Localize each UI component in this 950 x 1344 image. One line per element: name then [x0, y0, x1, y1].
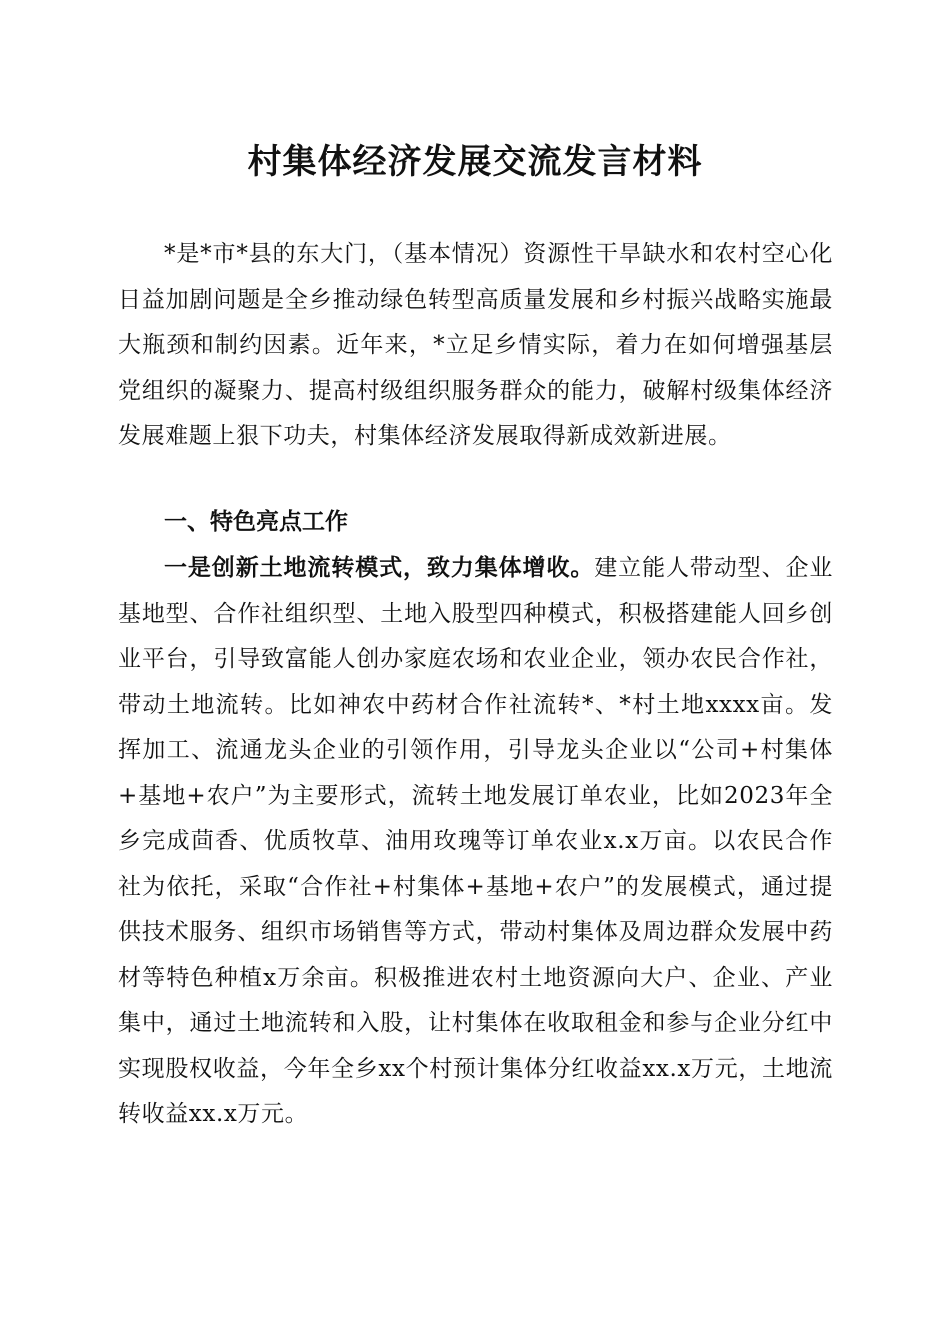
item1-paragraph	[118, 545, 833, 1138]
item1-body: 建立能人带动型、企业基地型、合作社组织型、土地入股型四种模式，积极搭建能人回乡创业平台，引导致富能人创办家庭农场和农业企业，领办农民合作社，带动土地流转。比如神农中药材合作社流转*、*村土地xxxx亩。发挥加工、流通龙头企业的引领作用，引导龙头企业以“公司+村集体+基地+农户”为主要形式，流转土地发展订单农业，比如2023年全乡完成茴香、优质牧草、油用玫瑰等订单农业x.x万亩。以农民合作社为依托，采取“合作社+村集体+基地+农户”的发展模式，通过提供技术服务、组织市场销售等方式，带动村集体及周边群众发展中药材等特色种植x万余亩。积极推进农村土地资源向大户、企业、产业集中，通过土地流转和入股，让村集体在收取租金和参与企业分红中实现股权收益，今年全乡xx个村预计集体分红收益xx.x万元，土地流转收益xx.x万元。	[118, 555, 833, 1127]
section-heading: 一、特色亮点工作	[164, 509, 348, 535]
intro-paragraph: *是*市*县的东大门，（基本情况）资源性干旱缺水和农村空心化日益加剧问题是全乡推动绿色转型高质量发展和乡村振兴战略实施最大瓶颈和制约因素。近年来，*立足乡情实际，着力在如何增强基层党组织的凝聚力、提高村级组织服务群众的能力，破解村级集体经济发展难题上狠下功夫，村集体经济发展取得新成效新进展。	[118, 241, 833, 449]
document-title: 村集体经济发展交流发言材料	[247, 142, 703, 182]
item1-lead: 一是创新土地流转模式，致力集体增收。	[164, 554, 595, 581]
